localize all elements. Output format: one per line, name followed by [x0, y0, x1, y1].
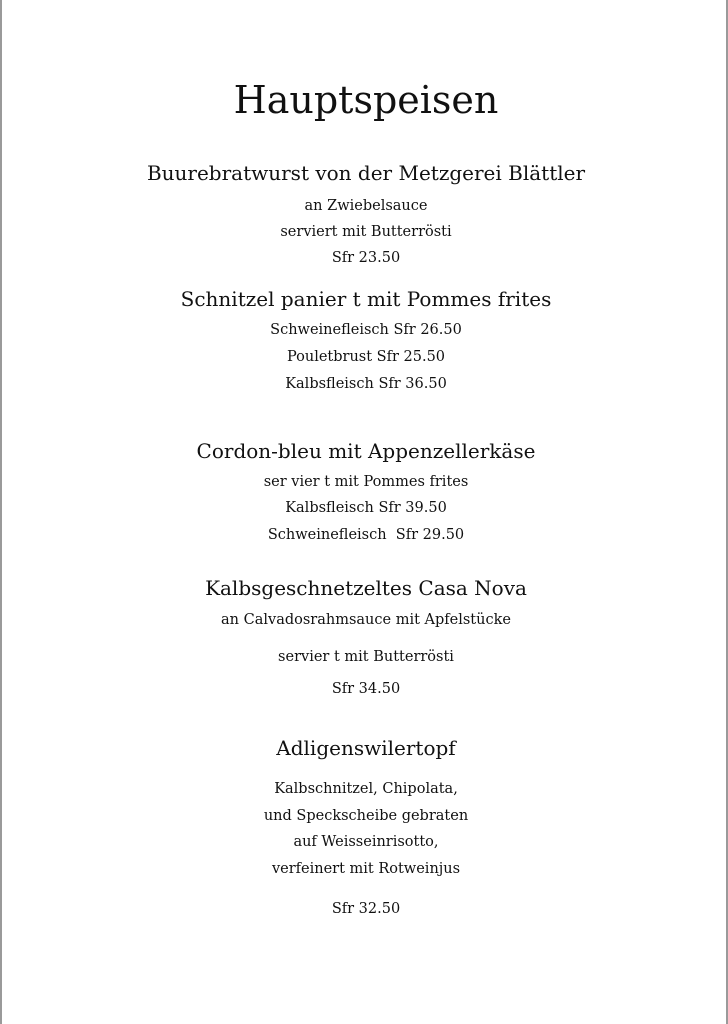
dish-name: Adligenswilertopf — [276, 736, 456, 760]
dish-detail: an Zwiebelsauce — [304, 198, 428, 214]
dish-detail: verfeinert mit Rotweinjus — [271, 861, 461, 877]
dish-name: Cordon-bleu mit Appenzellerkäse — [196, 439, 536, 463]
dish-price: Sfr 32.50 — [331, 901, 401, 917]
dish-detail: Kalbschnitzel, Chipolata, — [274, 781, 458, 797]
dish-detail: und Speckscheibe gebraten — [263, 808, 469, 824]
dish-detail: Kalbsfleisch Sfr 39.50 — [285, 500, 447, 516]
dish-detail: ser vier t mit Pommes frites — [263, 474, 469, 490]
dish-detail: an Calvadosrahmsauce mit Apfelstücke — [221, 612, 511, 628]
dish-detail: auf Weisseinrisotto, — [293, 834, 439, 850]
dish-detail: Pouletbrust Sfr 25.50 — [286, 349, 446, 365]
dish-detail: servier t mit Butterrösti — [278, 649, 454, 665]
page-title: Hauptspeisen — [233, 78, 499, 122]
dish-price: Sfr 23.50 — [331, 250, 401, 266]
dish-detail: Schweinefleisch Sfr 29.50 — [267, 527, 465, 543]
dish-detail: Schweinefleisch Sfr 26.50 — [270, 322, 462, 338]
dish-detail: serviert mit Butterrösti — [280, 224, 452, 240]
dish-name: Schnitzel panier t mit Pommes frites — [180, 287, 552, 311]
dish-detail: Kalbsfleisch Sfr 36.50 — [285, 376, 447, 392]
dish-price: Sfr 34.50 — [331, 681, 401, 697]
dish-name: Buurebratwurst von der Metzgerei Blättler — [146, 161, 586, 185]
dish-name: Kalbsgeschnetzeltes Casa Nova — [205, 576, 527, 600]
